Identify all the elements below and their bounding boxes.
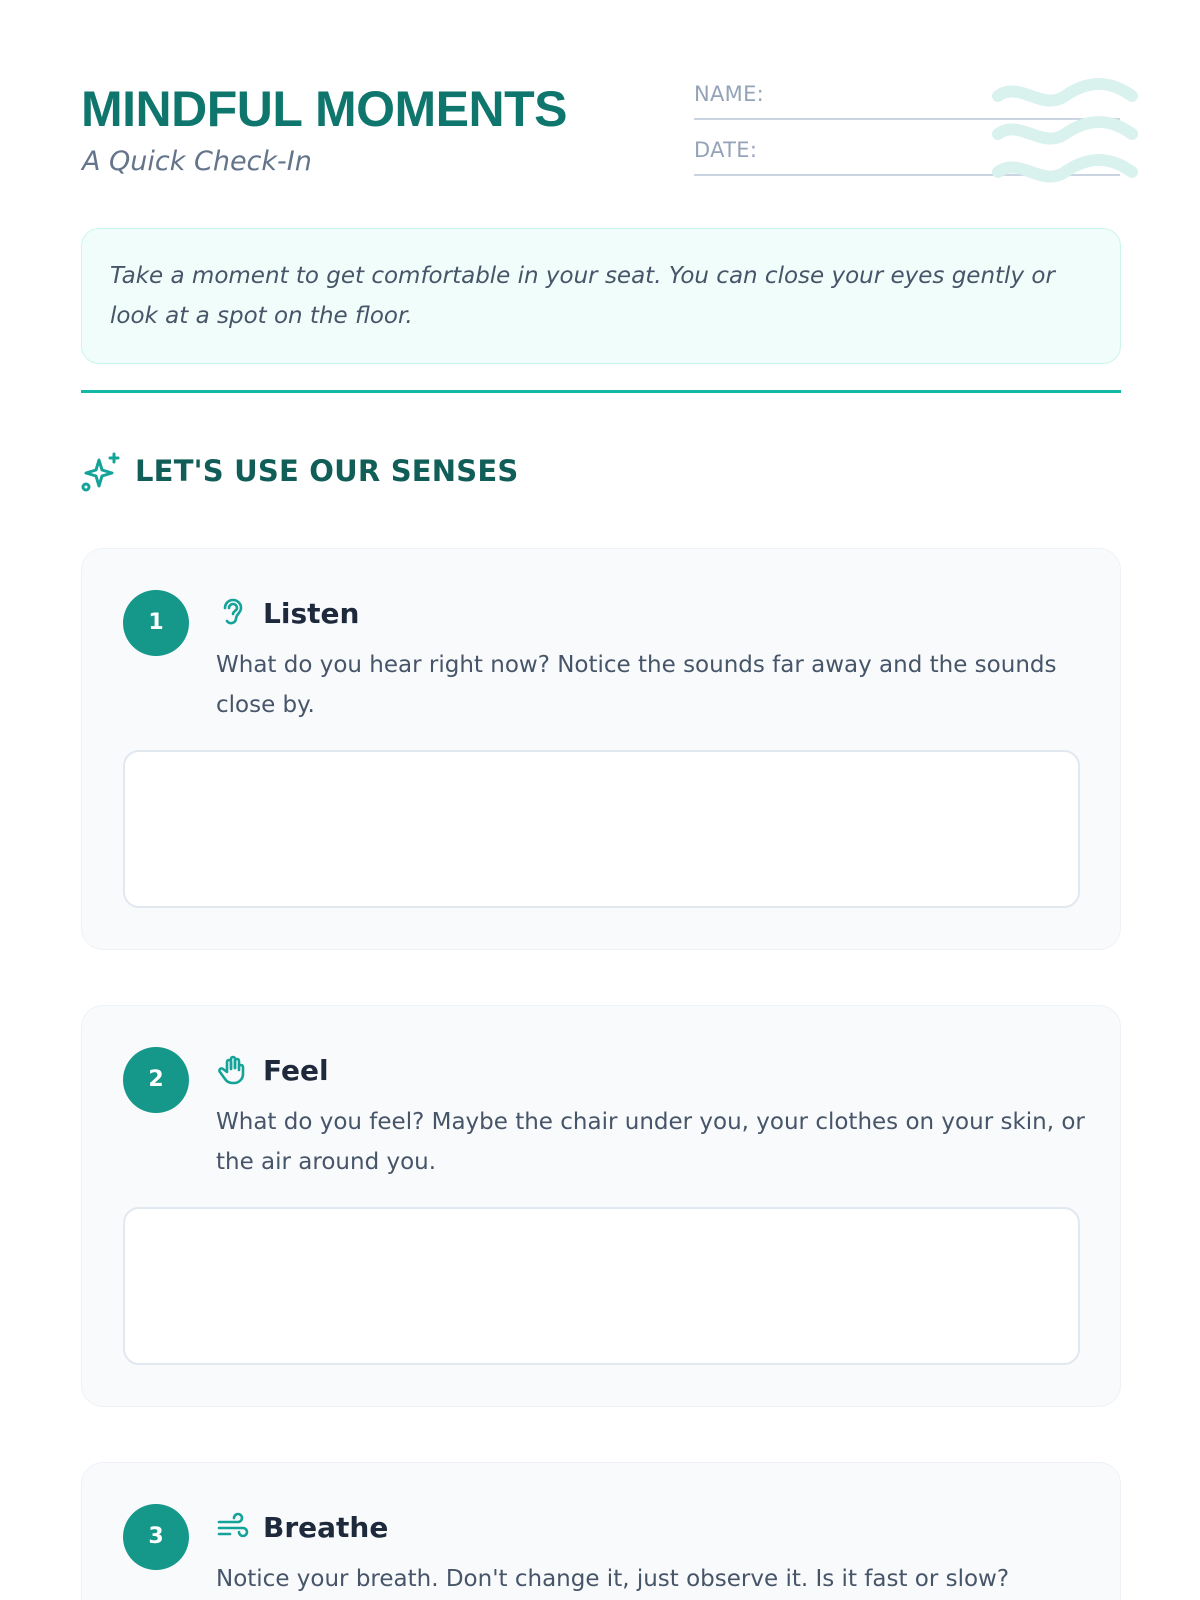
step-prompt: Notice your breath. Don't change it, just observe it. Is it fast or slow? <box>216 1566 1010 1592</box>
step-number-badge: 3 <box>123 1504 189 1570</box>
listen-answer-input[interactable] <box>123 750 1080 908</box>
section-heading-text: LET'S USE OUR SENSES <box>135 454 519 488</box>
hand-icon <box>216 1053 250 1087</box>
wind-icon <box>216 1510 250 1544</box>
step-prompt: What do you feel? Maybe the chair under you, your clothes on your skin, or the air around you. <box>216 1109 1085 1175</box>
date-label: DATE: <box>694 138 758 162</box>
sparkle-icon <box>81 452 121 492</box>
step-number-badge: 2 <box>123 1047 189 1113</box>
waves-icon <box>990 76 1140 191</box>
page-subtitle: A Quick Check-In <box>82 146 312 177</box>
name-label: NAME: <box>694 82 765 106</box>
step-number-badge: 1 <box>123 590 189 656</box>
step-prompt: What do you hear right now? Notice the sounds far away and the sounds close by. <box>216 652 1057 718</box>
step-card-listen <box>81 548 1121 950</box>
step-title: Breathe <box>263 1511 389 1544</box>
instruction-box: Take a moment to get comfortable in your seat. You can close your eyes gently or look at a spot on the floor. <box>81 228 1121 364</box>
feel-answer-input[interactable] <box>123 1207 1080 1365</box>
ear-icon <box>216 596 250 630</box>
step-title: Listen <box>263 597 360 630</box>
step-title: Feel <box>263 1054 329 1087</box>
step-card-breathe <box>81 1462 1121 1600</box>
section-divider <box>81 390 1121 393</box>
page-title: MINDFUL MOMENTS <box>81 81 567 137</box>
step-card-feel <box>81 1005 1121 1407</box>
